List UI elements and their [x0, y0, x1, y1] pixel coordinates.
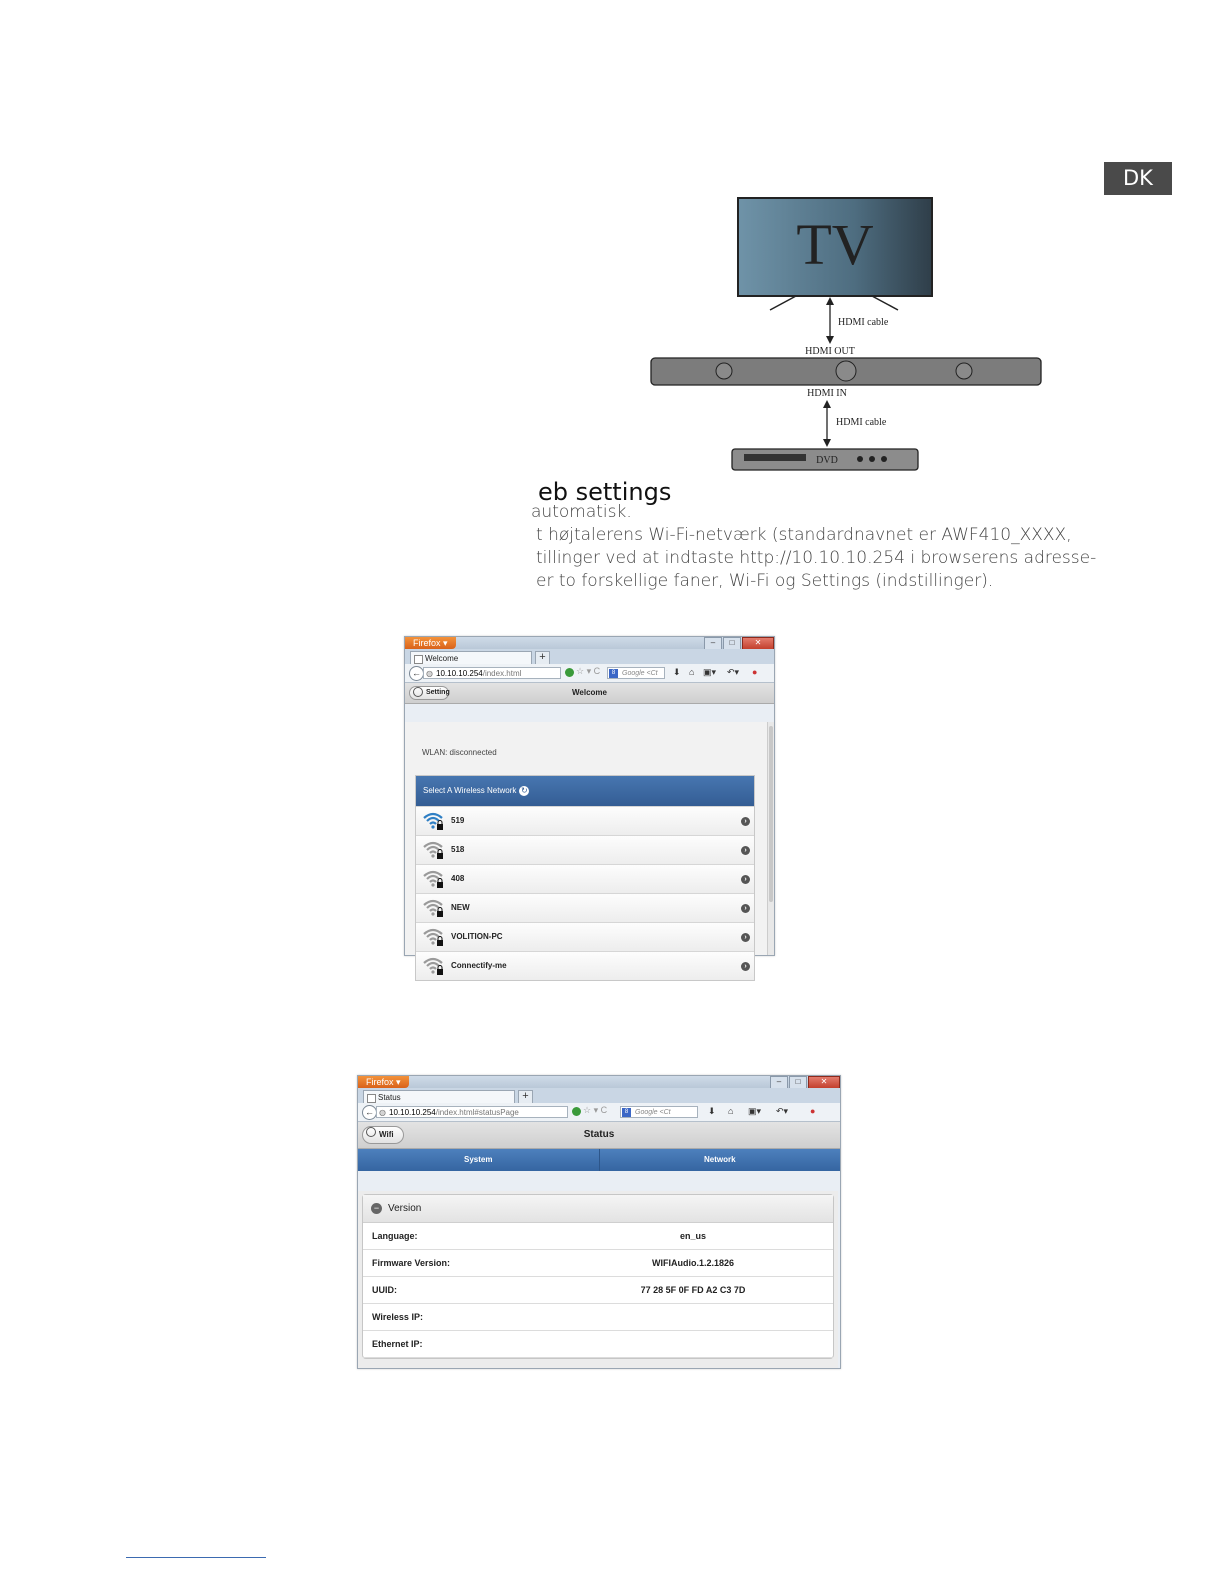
- firefox-menu-button[interactable]: Firefox ▾: [358, 1076, 409, 1088]
- tab-system[interactable]: System: [358, 1149, 600, 1171]
- firefox-menu-button[interactable]: Firefox ▾: [405, 637, 456, 649]
- download-icon[interactable]: ⬇: [708, 1106, 716, 1116]
- refresh-icon[interactable]: ↻: [521, 785, 528, 795]
- wifi-signal-icon: [422, 840, 444, 860]
- hdmi-connection-diagram: [650, 195, 1060, 480]
- search-input[interactable]: 8 Google <Ct: [620, 1106, 698, 1118]
- undo-icon[interactable]: ↶▾: [727, 667, 740, 677]
- page-body: [405, 722, 767, 970]
- network-item[interactable]: [416, 951, 754, 980]
- network-list: [415, 775, 755, 981]
- go-icon[interactable]: [565, 668, 574, 677]
- scrollbar[interactable]: [767, 722, 774, 955]
- network-item[interactable]: [416, 893, 754, 922]
- network-name: Connectify-me: [451, 961, 507, 970]
- version-row: [363, 1250, 833, 1277]
- network-name: 518: [451, 845, 465, 854]
- version-panel: [362, 1194, 834, 1359]
- bookmarks-icon[interactable]: ▣▾: [748, 1106, 762, 1116]
- page-header: [405, 683, 774, 704]
- wifi-signal-icon: [422, 956, 444, 976]
- download-icon[interactable]: ⬇: [673, 667, 681, 677]
- window-titlebar: [358, 1076, 840, 1088]
- chevron-right-icon[interactable]: ›: [741, 817, 750, 826]
- paragraph-line: automatisk.: [531, 502, 632, 522]
- version-row: [363, 1331, 833, 1358]
- paragraph-line: t højtalerens Wi-Fi-netværk (standardnavnet er AWF410_XXXX,: [536, 525, 1072, 545]
- version-key: Firmware Version:: [372, 1258, 451, 1268]
- home-icon[interactable]: ⌂: [728, 1106, 734, 1116]
- window-titlebar: [405, 637, 774, 649]
- new-tab-icon[interactable]: +: [518, 1090, 533, 1104]
- network-name: VOLITION-PC: [451, 932, 503, 941]
- network-list-header: Select A Wireless Network ↻: [416, 776, 754, 806]
- soundbar-icon: [651, 358, 1041, 385]
- addon-icon[interactable]: ●: [810, 1106, 816, 1116]
- wifi-signal-icon: [422, 811, 444, 831]
- network-item[interactable]: [416, 922, 754, 951]
- version-value: 77 28 5F 0F FD A2 C3 7D: [640, 1285, 746, 1295]
- maximize-icon[interactable]: □: [789, 1076, 807, 1089]
- version-key: UUID:: [372, 1285, 397, 1295]
- maximize-icon[interactable]: □: [723, 637, 741, 650]
- navigation-bar: [405, 664, 774, 683]
- bookmarks-icon[interactable]: ▣▾: [703, 667, 717, 677]
- version-row: [363, 1277, 833, 1304]
- network-item[interactable]: [416, 835, 754, 864]
- section-heading: eb settings: [538, 478, 672, 506]
- bookmark-star-icon[interactable]: ☆ ▾ C: [576, 666, 601, 676]
- page-header: [358, 1122, 840, 1149]
- navigation-bar: [358, 1103, 840, 1122]
- version-key: Ethernet IP:: [372, 1339, 423, 1349]
- network-name: 408: [451, 874, 465, 883]
- network-item[interactable]: [416, 864, 754, 893]
- tab-bar: [358, 1088, 840, 1103]
- hdmi-cable-label-bottom: HDMI cable: [836, 417, 887, 428]
- hdmi-in-label: HDMI IN: [807, 388, 847, 399]
- tv-label: TV: [796, 212, 874, 277]
- setting-button[interactable]: Setting: [409, 686, 449, 700]
- page-title: Status: [583, 1129, 615, 1140]
- chevron-right-icon[interactable]: ›: [741, 904, 750, 913]
- version-key: Wireless IP:: [372, 1312, 423, 1322]
- version-row: [363, 1304, 833, 1331]
- home-icon[interactable]: ⌂: [689, 667, 695, 677]
- language-badge: DK: [1104, 162, 1172, 195]
- network-item[interactable]: [416, 806, 754, 835]
- addon-icon[interactable]: ●: [752, 667, 758, 677]
- chevron-right-icon[interactable]: ›: [741, 875, 750, 884]
- page-title: Welcome: [572, 688, 607, 697]
- wlan-status: WLAN: disconnected: [422, 748, 497, 757]
- back-arrow-icon[interactable]: ←: [409, 666, 424, 681]
- hdmi-out-label: HDMI OUT: [805, 346, 855, 357]
- collapse-icon[interactable]: −: [371, 1203, 382, 1214]
- welcome-browser-screenshot: [404, 636, 775, 970]
- chevron-right-icon[interactable]: ›: [741, 962, 750, 971]
- back-arrow-icon[interactable]: ←: [362, 1105, 377, 1120]
- minimize-icon[interactable]: –: [770, 1076, 788, 1089]
- bookmark-star-icon[interactable]: ☆ ▾ C: [583, 1105, 608, 1115]
- hdmi-arrow-top: [826, 297, 834, 344]
- version-value: WIFIAudio.1.2.1826: [651, 1258, 735, 1268]
- address-bar[interactable]: ◍ 10.10.10.254/index.html#statusPage: [376, 1106, 568, 1118]
- address-bar[interactable]: ◍ 10.10.10.254/index.html: [423, 667, 561, 679]
- network-name: 519: [451, 816, 465, 825]
- footer-rule: [126, 1557, 266, 1558]
- wifi-signal-icon: [422, 927, 444, 947]
- tab-status[interactable]: Status: [363, 1090, 515, 1103]
- tab-welcome[interactable]: Welcome: [410, 651, 532, 664]
- dvd-label: DVD: [816, 455, 838, 466]
- hdmi-cable-label-top: HDMI cable: [838, 317, 889, 328]
- close-icon[interactable]: ✕: [742, 637, 774, 650]
- hdmi-arrow-bottom: [823, 400, 831, 447]
- version-key: Language:: [372, 1231, 418, 1241]
- undo-icon[interactable]: ↶▾: [776, 1106, 789, 1116]
- version-header[interactable]: − Version: [363, 1195, 833, 1223]
- new-tab-icon[interactable]: +: [535, 651, 550, 665]
- go-icon[interactable]: [572, 1107, 581, 1116]
- tab-bar: [405, 649, 774, 664]
- minimize-icon[interactable]: –: [704, 637, 722, 650]
- chevron-right-icon[interactable]: ›: [741, 933, 750, 942]
- wifi-signal-icon: [422, 869, 444, 889]
- page-body: [358, 1191, 838, 1368]
- status-browser-screenshot: [357, 1075, 841, 1369]
- tab-network[interactable]: Network: [703, 1155, 736, 1164]
- chevron-right-icon[interactable]: ›: [741, 846, 750, 855]
- wifi-signal-icon: [422, 898, 444, 918]
- network-name: NEW: [451, 903, 470, 912]
- status-tabs: [358, 1149, 840, 1171]
- close-icon[interactable]: ✕: [808, 1076, 840, 1089]
- wifi-button[interactable]: Wifi: [362, 1126, 404, 1144]
- paragraph-line: tillinger ved at indtaste http://10.10.10.254 i browserens adresse-: [536, 548, 1097, 568]
- search-input[interactable]: 8 Google <Ct: [607, 667, 665, 679]
- version-row: [363, 1223, 833, 1250]
- scrollbar-thumb[interactable]: [769, 726, 773, 902]
- version-value: en_us: [679, 1231, 706, 1241]
- paragraph-line: er to forskellige faner, Wi-Fi og Settings (indstillinger).: [536, 571, 994, 591]
